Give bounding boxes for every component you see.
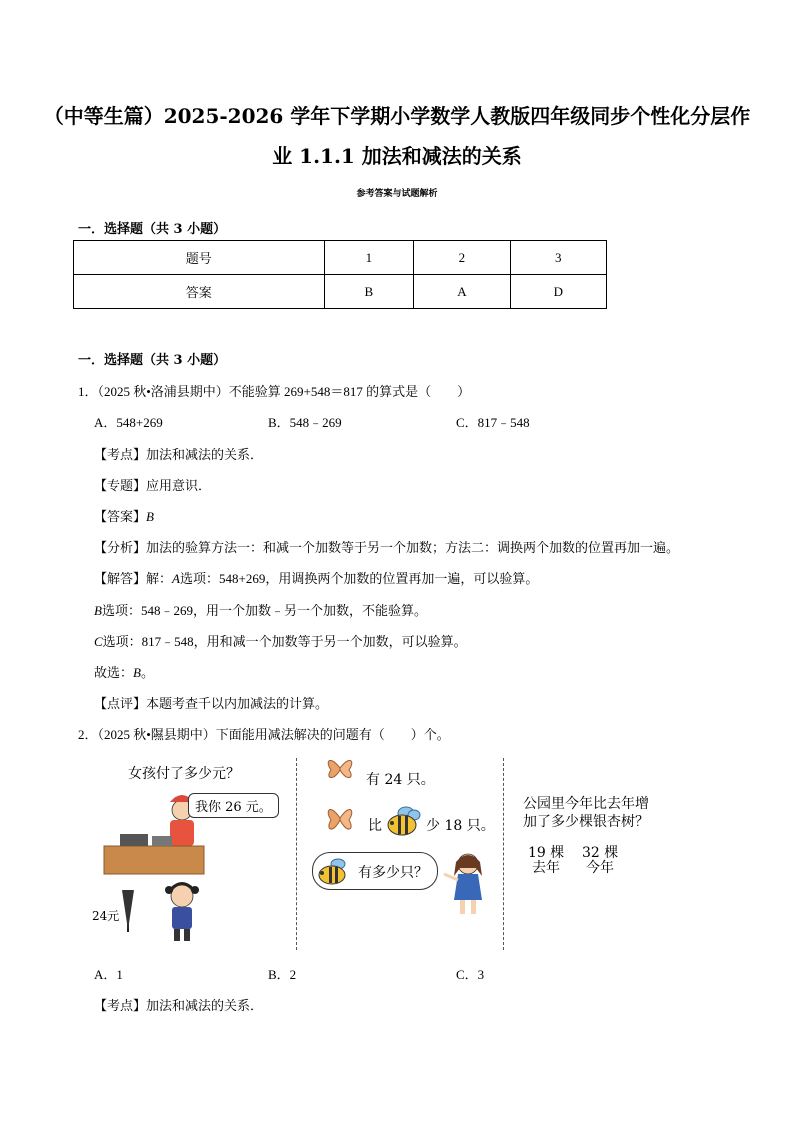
table-row <box>74 275 607 309</box>
table-cell: 1 <box>324 241 414 275</box>
q1-option-b: B．548﹣269 <box>268 415 342 430</box>
q1-dianping <box>94 693 328 712</box>
bee-icon <box>384 805 422 837</box>
table-cell: 答案 <box>74 275 325 309</box>
q1-option-a: A．548+269 <box>94 415 163 430</box>
panel1-question: 女孩付了多少元？ <box>128 766 240 782</box>
dianping-tag: 【点评】 <box>94 696 147 711</box>
table-cell: D <box>510 275 606 309</box>
kaodian-text: 加法和减法的关系． <box>146 447 264 462</box>
butterfly-icon <box>325 800 355 836</box>
panel3-num1: 19 棵 <box>528 845 565 861</box>
line-b-letter: B <box>94 603 102 618</box>
jieda-letter-a: A <box>172 571 180 586</box>
q2-kaodian <box>94 995 263 1014</box>
panel3-line1: 公园里今年比去年增 <box>523 796 649 812</box>
guxuan-post: 。 <box>140 665 154 680</box>
table-row <box>74 241 607 275</box>
q1-line-b <box>94 600 427 619</box>
butterfly-icon <box>325 752 355 784</box>
guxuan-pre: 故选： <box>94 665 134 680</box>
page-subtitle: 参考答案与试题解析 <box>356 189 438 199</box>
q1-line-c <box>94 631 467 650</box>
daan-tag: 【答案】 <box>94 509 147 524</box>
q1-zhuanti <box>94 475 211 494</box>
q2-option-a: A．1 <box>94 967 123 982</box>
q1-jieda <box>94 568 538 587</box>
panel2-speech: 有多少只？ <box>358 865 428 881</box>
table-cell: 2 <box>414 241 510 275</box>
table-cell: A <box>414 275 510 309</box>
panel3-label2: 今年 <box>586 860 614 876</box>
line-c-letter: C <box>94 634 103 649</box>
jieda-pre: 解： <box>146 571 173 586</box>
daan-text: B <box>146 509 154 524</box>
q1-kaodian <box>94 444 263 463</box>
table-cell: 3 <box>510 241 606 275</box>
panel2-line1: 有 24 只。 <box>366 772 435 788</box>
panel1-price: 24元 <box>92 909 120 923</box>
page-title: （中等生篇）2025-2026 学年下学期小学数学人教版四年级同步个性化分层作业 1.1.1 加法和减法的关系 <box>43 104 751 168</box>
divider-1 <box>296 758 297 950</box>
bee-icon <box>316 856 352 886</box>
q1-daan <box>94 506 154 525</box>
panel1-speech-bubble: 我你 26 元。 <box>188 793 279 818</box>
fenxi-text: 加法的验算方法一：和减一个加数等于另一个加数；方法二：调换两个加数的位置再加一遍。 <box>146 540 680 555</box>
kaodian-text: 加法和减法的关系． <box>146 998 264 1013</box>
line-c-text: 选项：817﹣548，用和减一个加数等于另一个加数，可以验算。 <box>102 634 467 649</box>
panel2-line2-a: 比 <box>368 818 382 834</box>
girl-illustration <box>440 850 490 920</box>
q2-option-c: C．3 <box>456 967 485 982</box>
fenxi-tag: 【分析】 <box>94 540 147 555</box>
dianping-text: 本题考查千以内加减法的计算。 <box>146 696 329 711</box>
q1-guxuan <box>94 662 154 681</box>
q1-fenxi <box>94 537 679 556</box>
guxuan-letter: B <box>133 665 141 680</box>
section-heading-2: 一．选择题（共 3 小题） <box>78 353 227 368</box>
zhuanti-tag: 【专题】 <box>94 478 147 493</box>
question-1-stem: 1．（2025 秋•洛浦县期中）不能验算 269+548＝817 的算式是（ ） <box>78 384 471 399</box>
answer-table <box>73 240 607 309</box>
jieda-tag: 【解答】 <box>94 571 147 586</box>
zhuanti-text: 应用意识． <box>146 478 212 493</box>
table-cell: 题号 <box>74 241 325 275</box>
panel3-label1: 去年 <box>532 860 560 876</box>
panel3-num2: 32 棵 <box>582 845 619 861</box>
q1-option-c: C．817﹣548 <box>456 415 530 430</box>
kaodian-tag: 【考点】 <box>94 998 147 1013</box>
panel2-line2-b: 少 18 只。 <box>426 818 495 834</box>
kaodian-tag: 【考点】 <box>94 447 147 462</box>
divider-2 <box>503 758 504 950</box>
question-2-stem: 2．（2025 秋•隰县期中）下面能用减法解决的问题有（ ）个。 <box>78 727 450 742</box>
section-heading: 一．选择题（共 3 小题） <box>78 222 227 237</box>
table-cell: B <box>324 275 414 309</box>
jieda-text: 选项：548+269，用调换两个加数的位置再加一遍，可以验算。 <box>179 571 539 586</box>
line-b-text: 选项：548﹣269，用一个加数﹣另一个加数，不能验算。 <box>101 603 427 618</box>
panel3-line2: 加了多少棵银杏树？ <box>523 814 649 830</box>
q2-option-b: B．2 <box>268 967 297 982</box>
